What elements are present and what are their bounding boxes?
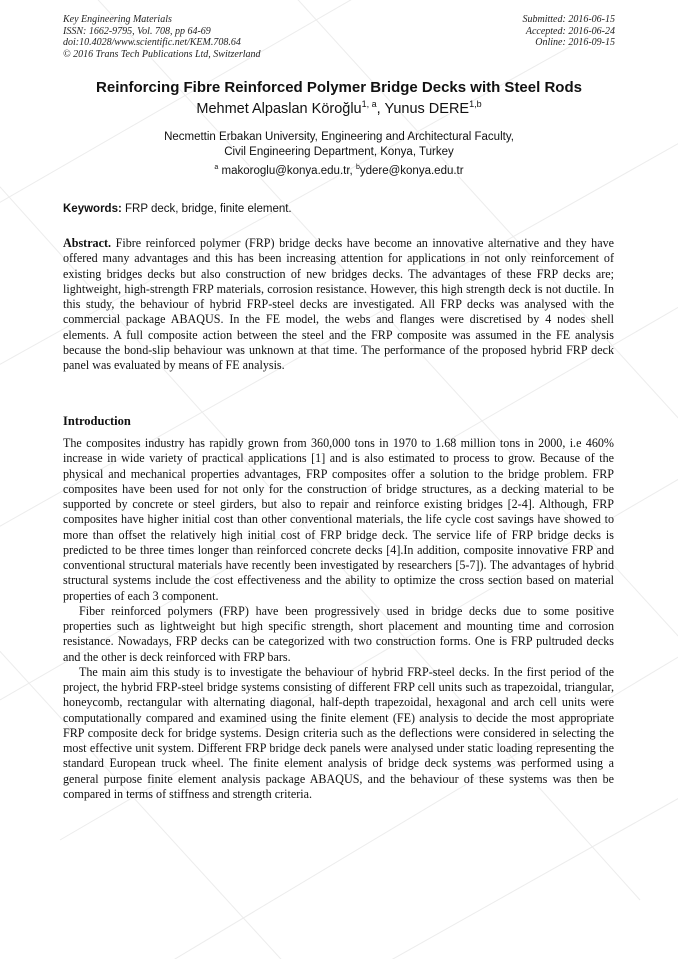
keywords-label: Keywords: [63, 203, 122, 215]
copyright: © 2016 Trans Tech Publications Ltd, Switzerland [63, 48, 261, 60]
email-a[interactable]: makoroglu@konya.edu.tr, [221, 165, 356, 177]
author-separator: , [376, 101, 385, 117]
affiliation [0, 130, 678, 160]
keywords [63, 203, 292, 215]
author-2-affiliation-mark: 1,b [469, 99, 482, 109]
paper-title: Reinforcing Fibre Reinforced Polymer Bridge Decks with Steel Rods [96, 79, 582, 96]
intro-paragraph-2: Fiber reinforced polymers (FRP) have been progressively used in bridge decks due to some positive properties such as lightweight but high specific strength, short placement and mounting time and corrosion resistance. Nowadays, FRP decks can be categorized with two construction forms. One is FRP pultruded decks and the other is deck reinforced with FRP bars. [63, 603, 614, 664]
accepted-date: Accepted: 2016-06-24 [525, 25, 615, 37]
publication-dates [523, 14, 616, 49]
email-a-mark: a [214, 164, 219, 171]
affiliation-line-2: Civil Engineering Department, Konya, Turkey [224, 146, 454, 158]
affiliation-line-1: Necmettin Erbakan University, Engineering and Architectural Faculty, [164, 131, 514, 143]
online-date: Online: 2016-09-15 [535, 37, 615, 48]
abstract-label: Abstract. [63, 236, 112, 250]
keywords-text: FRP deck, bridge, finite element. [125, 203, 292, 215]
author-2: Yunus DERE [384, 101, 470, 117]
author-1-affiliation-mark: 1, a [361, 99, 377, 109]
section-heading-introduction: Introduction [63, 414, 131, 428]
introduction-body [63, 436, 614, 802]
doi[interactable]: doi:10.4028/www.scientific.net/KEM.708.64 [63, 37, 241, 48]
author-1: Mehmet Alpaslan Köroğlu [196, 101, 362, 117]
email-b-mark: b [355, 164, 360, 171]
journal-info [63, 14, 261, 60]
journal-name: Key Engineering Materials [63, 14, 172, 25]
email-b[interactable]: ydere@konya.edu.tr [359, 165, 464, 177]
issn-volume-pages: ISSN: 1662-9795, Vol. 708, pp 64-69 [63, 25, 211, 37]
abstract-text: Fibre reinforced polymer (FRP) bridge decks have become an innovative alternative and they have offered many advantages and this has been increasing attention for applications in not only reinforcement of existing bridges decks but also construction of new bridges decks. The advantages of these FRP decks are; lightweight, high-strength FRP materials, corrosion resistance. However, this high strength deck is not ductile. In this study, the behaviour of hybrid FRP-steel decks are investigated. All FRP decks was analysed with the commercial package ABAQUS. In the FE model, the webs and flanges were discretised by 4 nodes shell elements. A full composite action between the steel and the FRP composite was assumed in the FE analysis because the bond-slip behaviour was unknown at that time. The performance of the proposed hybrid FRP deck panel was evaluated by means of FE analysis. [63, 236, 614, 372]
intro-paragraph-3: The main aim this study is to investigate the behaviour of hybrid FRP-steel decks. In the first period of the project, the hybrid FRP-steel bridge systems consisting of different FRP cell units such as trapezoidal, triangular, honeycomb, rectangular with alternating diagonal, half-depth trapezoidal, hexagonal and arch cell units were computationally compared and examined using the finite element (FE) analysis to decide the most appropriate FRP composite deck for bridge systems. Design criteria such as the deflections were considered in selecting the most effective unit system. Different FRP bridge deck panels were analysed under static loading representing the standard European truck wheel. The finite element analysis of bridge deck systems was performed using a general purpose finite element analysis package ABAQUS, and the behaviour of these systems was then be compared in terms of stiffness and strength criteria. [63, 664, 614, 801]
intro-paragraph-1: The composites industry has rapidly grown from 360,000 tons in 1970 to 1.68 million tons in 2000, i.e 460% increase in wide variety of practical applications [1] and is also estimated to process to grow. Because of the physical and mechanical properties advantages, FRP composites offer a solution to the bridge problem. FRP composites have been used for not only for the construction of bridge structures, as a decking material to be supported by concrete or steel girders, but also to repair and reinforce existing bridges [2-4]. Although, FRP composites have higher initial cost than other conventional materials, the life cycle cost savings have showed to more than offset the relatively high initial cost of FRP bridge deck. The service life of FRP bridge decks is predicted to be three times longer than reinforced concrete decks [4].In addition, composite innovative FRP and conventional structural materials have recently been investigated by researchers [5-7]). The advantages of hybrid structural systems include the cost effectiveness and the ability to optimize the cross section based on material properties of each 3 component. [63, 436, 614, 603]
abstract [63, 236, 614, 373]
submitted-date: Submitted: 2016-06-15 [522, 14, 615, 25]
author-line [0, 101, 678, 117]
author-emails [0, 165, 678, 177]
